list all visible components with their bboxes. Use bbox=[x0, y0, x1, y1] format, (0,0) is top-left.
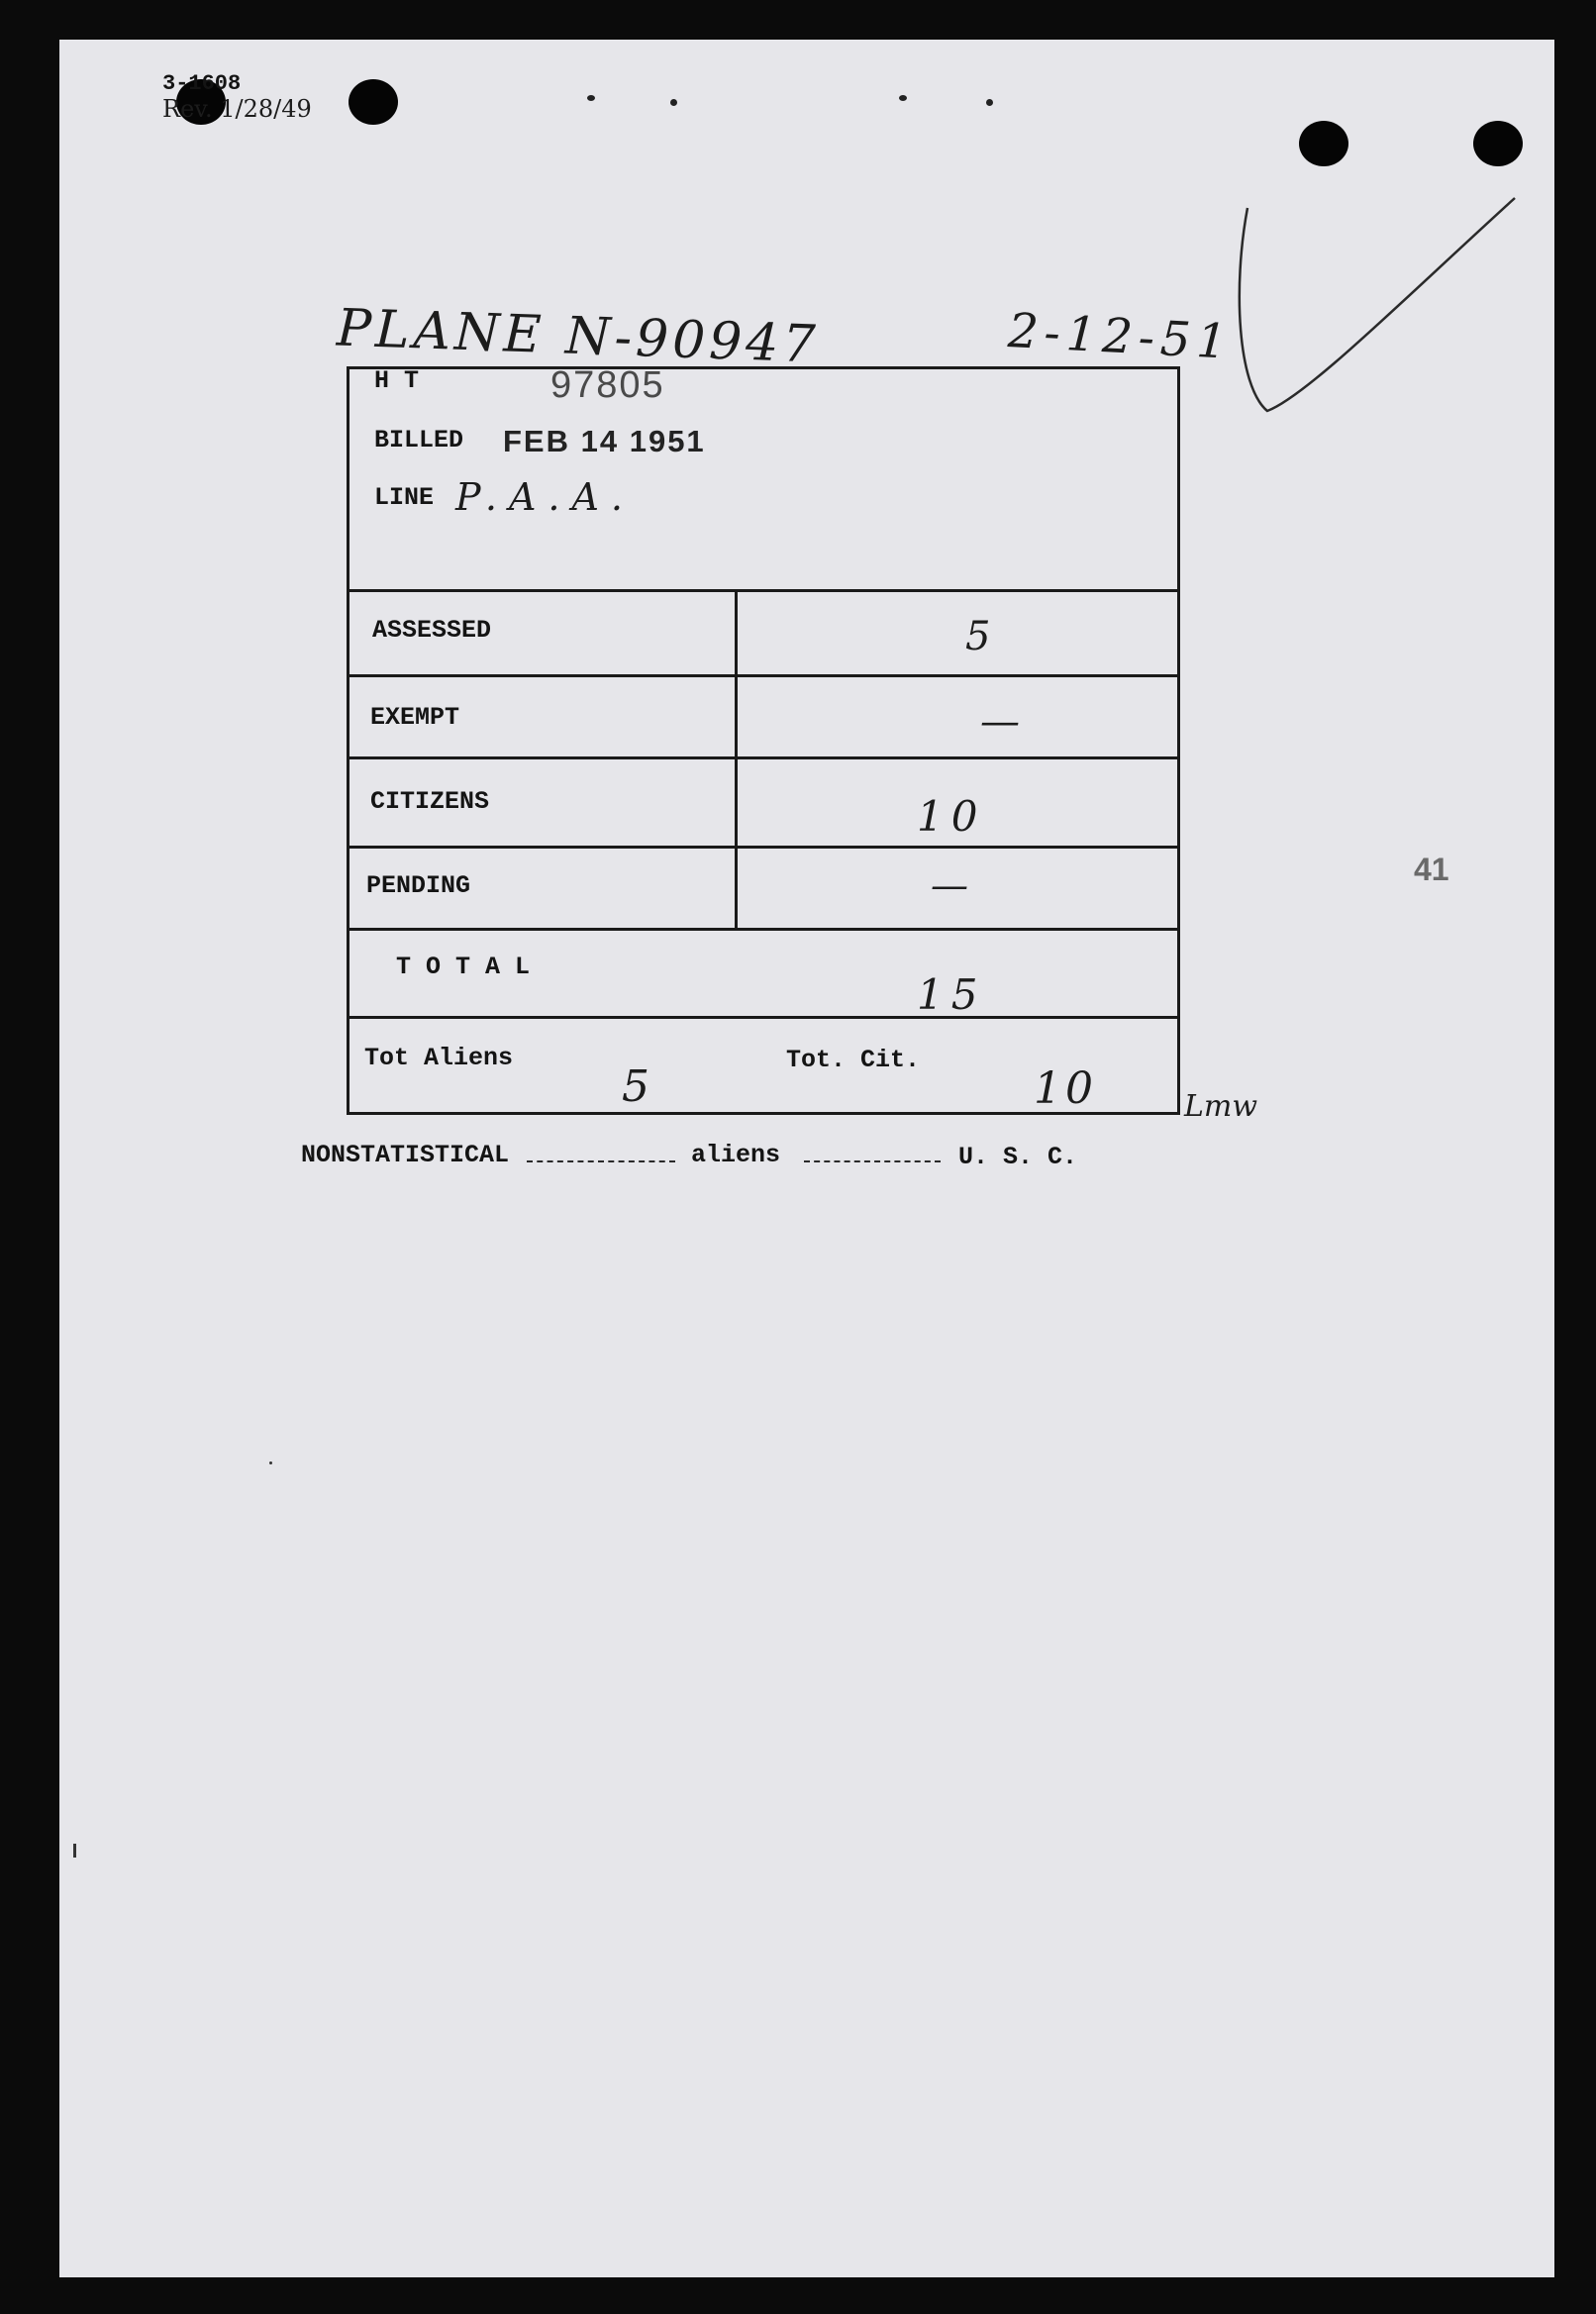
usc-label: U. S. C. bbox=[958, 1143, 1078, 1171]
row-divider bbox=[349, 589, 1178, 592]
billed-label: BILLED bbox=[374, 426, 464, 454]
arrival-date: 2-12-51 bbox=[1006, 303, 1235, 370]
tot-aliens-value: 5 bbox=[622, 1061, 649, 1112]
assessed-value: 5 bbox=[965, 614, 991, 659]
scan-speck bbox=[269, 1461, 272, 1464]
row-divider bbox=[349, 928, 1178, 931]
nonstatistical-blank bbox=[527, 1160, 675, 1162]
row-divider bbox=[349, 846, 1178, 849]
column-divider bbox=[735, 589, 738, 931]
check-mark-icon bbox=[1228, 139, 1525, 416]
clerk-initials: Lmw bbox=[1184, 1089, 1258, 1124]
aliens-label: aliens bbox=[691, 1141, 781, 1169]
row-divider bbox=[349, 674, 1178, 677]
scan-speck bbox=[587, 95, 595, 101]
billed-date-stamp: FEB 14 1951 bbox=[503, 424, 706, 458]
tot-cit-label: Tot. Cit. bbox=[786, 1046, 921, 1074]
pending-label: PENDING bbox=[366, 871, 471, 900]
document-page bbox=[59, 40, 1554, 2277]
form-number: 3-1608 bbox=[162, 71, 242, 96]
total-label: T O T A L bbox=[396, 953, 531, 981]
punch-hole bbox=[349, 79, 398, 125]
citizens-value: 10 bbox=[917, 792, 986, 841]
form-revision: Rev. 1/28/49 bbox=[162, 95, 312, 123]
exempt-label: EXEMPT bbox=[370, 703, 460, 732]
citizens-label: CITIZENS bbox=[370, 787, 490, 816]
assessed-label: ASSESSED bbox=[372, 616, 492, 645]
scan-speck bbox=[986, 99, 993, 106]
scan-speck bbox=[899, 95, 907, 101]
line-value: P.A.A. bbox=[455, 475, 635, 519]
page-number-stamp: 41 bbox=[1414, 852, 1449, 887]
nonstatistical-label: NONSTATISTICAL bbox=[301, 1141, 510, 1169]
pending-value: — bbox=[931, 863, 968, 907]
ht-number-stamp: 97805 bbox=[550, 364, 665, 406]
total-value: 15 bbox=[917, 970, 986, 1019]
plane-number: PLANE N-90947 bbox=[336, 298, 821, 375]
scan-speck bbox=[73, 1844, 76, 1858]
exempt-value: — bbox=[980, 699, 1020, 745]
ht-label: H T bbox=[374, 366, 420, 395]
line-label: LINE bbox=[374, 483, 435, 512]
row-divider bbox=[349, 756, 1178, 759]
tot-cit-value: 10 bbox=[1034, 1063, 1097, 1114]
usc-blank bbox=[804, 1160, 941, 1162]
scan-speck bbox=[670, 99, 677, 106]
tot-aliens-label: Tot Aliens bbox=[364, 1044, 514, 1072]
row-divider bbox=[349, 1016, 1178, 1019]
